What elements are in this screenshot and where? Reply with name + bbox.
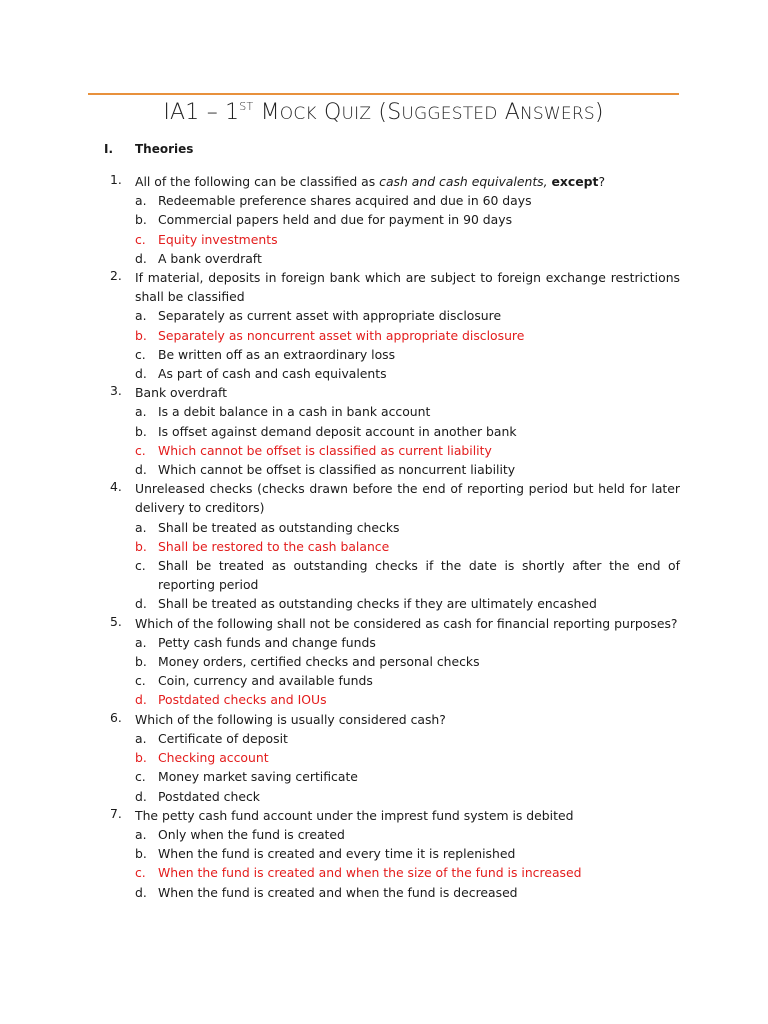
option-text: Commercial papers held and due for payment in 90 days [158, 212, 513, 228]
option-letter: c. [135, 865, 146, 881]
option-text: Shall be treated as outstanding checks if the date is shortly after the end of reporting period [158, 558, 680, 593]
answer-option [110, 402, 680, 421]
answer-option [110, 345, 680, 364]
option-text: Is a debit balance in a cash in bank account [158, 404, 431, 420]
option-text: Postdated checks and IOUs [158, 692, 327, 708]
option-letter: b. [135, 212, 147, 228]
option-letter: a. [135, 193, 147, 209]
option-letter: d. [135, 596, 147, 612]
option-text: Coin, currency and available funds [158, 673, 373, 689]
option-letter: b. [135, 538, 147, 554]
option-text: Money market saving certificate [158, 769, 358, 785]
option-letter: c. [135, 673, 146, 689]
question-list [110, 172, 680, 902]
question [110, 614, 680, 710]
question-number: 5. [110, 613, 122, 629]
answer-option [110, 460, 680, 479]
option-text: Redeemable preference shares acquired and due in 60 days [158, 193, 532, 209]
question-text: The petty cash fund account under the imprest fund system is debited [135, 807, 574, 823]
answer-option [110, 594, 680, 613]
option-letter: d. [135, 788, 147, 804]
question [110, 383, 680, 479]
answer-option-correct [110, 863, 680, 882]
answer-option [110, 787, 680, 806]
section-number: I. [104, 142, 114, 156]
answer-option-correct [110, 748, 680, 767]
option-text: Shall be treated as outstanding checks [158, 519, 400, 535]
option-letter: d. [135, 692, 147, 708]
option-letter: d. [135, 462, 147, 478]
answer-option [110, 191, 680, 210]
option-text: As part of cash and cash equivalents [158, 366, 387, 382]
option-text: Money orders, certified checks and personal checks [158, 654, 480, 670]
answer-option [110, 825, 680, 844]
question-number: 6. [110, 709, 122, 725]
option-text: Which cannot be offset is classified as current liability [158, 442, 492, 458]
option-letter: c. [135, 558, 146, 574]
header-rule [88, 93, 679, 95]
option-text: Separately as noncurrent asset with appropriate disclosure [158, 327, 525, 343]
option-text: Separately as current asset with appropriate disclosure [158, 308, 502, 324]
question-text: If material, deposits in foreign bank which are subject to foreign exchange restrictions shall be classified [135, 270, 680, 305]
question [110, 268, 680, 383]
answer-option [110, 767, 680, 786]
answer-option [110, 518, 680, 537]
section-label: Theories [135, 142, 194, 156]
answer-option [110, 729, 680, 748]
option-letter: c. [135, 769, 146, 785]
question-text: Unreleased checks (checks drawn before the end of reporting period but held for later delivery to creditors) [135, 481, 680, 516]
option-text: Postdated check [158, 788, 260, 804]
answer-option-correct [110, 326, 680, 345]
option-letter: b. [135, 327, 147, 343]
option-text: Certificate of deposit [158, 730, 288, 746]
option-text: Which cannot be offset is classified as noncurrent liability [158, 462, 516, 478]
option-letter: b. [135, 846, 147, 862]
option-letter: a. [135, 404, 147, 420]
option-text: Only when the fund is created [158, 826, 345, 842]
option-text: Shall be treated as outstanding checks if they are ultimately encashed [158, 596, 597, 612]
answer-option [110, 364, 680, 383]
option-text: When the fund is created and every time it is replenished [158, 846, 516, 862]
option-letter: b. [135, 750, 147, 766]
question-text: Which of the following shall not be considered as cash for financial reporting purposes? [135, 615, 678, 631]
question [110, 806, 680, 902]
option-text: Petty cash funds and change funds [158, 634, 376, 650]
question-number: 7. [110, 805, 122, 821]
option-text: Is offset against demand deposit account in another bank [158, 423, 517, 439]
option-text: Equity investments [158, 231, 278, 247]
answer-option [110, 556, 680, 594]
answer-option [110, 633, 680, 652]
question-number: 4. [110, 479, 122, 495]
option-letter: d. [135, 884, 147, 900]
question-text: All of the following can be classified as cash and cash equivalents, except? [135, 174, 606, 189]
question-number: 3. [110, 383, 122, 399]
option-text: Checking account [158, 750, 269, 766]
answer-option [110, 210, 680, 229]
question [110, 710, 680, 806]
option-letter: c. [135, 346, 146, 362]
option-text: Shall be restored to the cash balance [158, 538, 390, 554]
option-letter: b. [135, 423, 147, 439]
question-number: 1. [110, 172, 122, 187]
answer-option-correct [110, 537, 680, 556]
option-letter: a. [135, 308, 147, 324]
question [110, 479, 680, 613]
answer-option [110, 671, 680, 690]
question-text: Bank overdraft [135, 385, 228, 401]
option-text: When the fund is created and when the fund is decreased [158, 884, 518, 900]
option-text: Be written off as an extraordinary loss [158, 346, 396, 362]
option-letter: d. [135, 250, 147, 266]
question-text: Which of the following is usually considered cash? [135, 711, 446, 727]
question-number: 2. [110, 268, 122, 284]
answer-option [110, 306, 680, 325]
answer-option [110, 844, 680, 863]
option-letter: c. [135, 231, 146, 247]
option-letter: a. [135, 826, 147, 842]
answer-option [110, 249, 680, 268]
answer-option-correct [110, 441, 680, 460]
answer-option [110, 652, 680, 671]
option-text: A bank overdraft [158, 250, 262, 266]
option-text: When the fund is created and when the size of the fund is increased [158, 865, 582, 881]
option-letter: d. [135, 366, 147, 382]
option-letter: a. [135, 519, 147, 535]
option-letter: c. [135, 442, 146, 458]
question [110, 172, 680, 268]
answer-option-correct [110, 690, 680, 709]
option-letter: b. [135, 654, 147, 670]
option-letter: a. [135, 634, 147, 650]
option-letter: a. [135, 730, 147, 746]
page-title: IA1 – 1ST MOCK QUIZ (SUGGESTED ANSWERS) [163, 100, 604, 125]
answer-option [110, 883, 680, 902]
answer-option-correct [110, 230, 680, 249]
answer-option [110, 422, 680, 441]
